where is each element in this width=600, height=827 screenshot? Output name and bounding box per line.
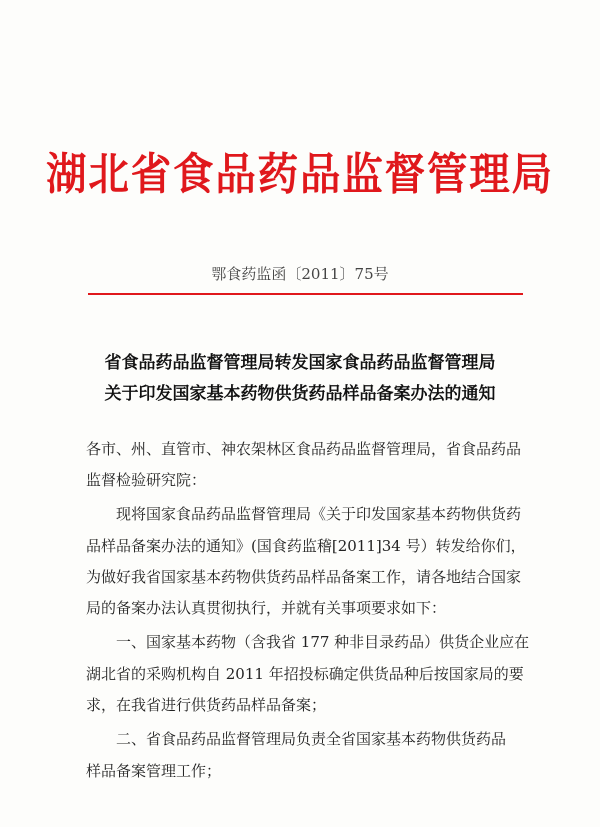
body-line: 局的备案办法认真贯彻执行，并就有关事项要求如下： [86,599,447,617]
body-line: 监督检验研究院： [86,471,207,489]
body-line: 样品备案管理工作； [86,762,222,780]
body-line: 湖北省的采购机构自 2011 年招投标确定供货品种后按国家局的要 [86,665,524,683]
body-line: 各市、州、直管市、神农架林区食品药品监督管理局，省食品药品 [86,440,522,458]
red-divider-line [88,293,523,295]
document-number: 鄂食药监函〔2011〕75号 [211,265,389,283]
body-line: 品样品备案办法的通知》(国食药监稽[2011]34 号）转发给你们， [86,537,526,555]
notice-title-line-2: 关于印发国家基本药物供货药品样品备案办法的通知 [104,384,496,404]
body-line: 一、国家基本药物（含我省 177 种非目录药品）供货企业应在 [86,633,530,651]
body-line: 二、省食品药品监督管理局负责全省国家基本药物供货药品 [86,730,507,748]
body-line: 现将国家食品药品监督管理局《关于印发国家基本药物供货药 [86,505,522,523]
body-line: 为做好我省国家基本药物供货药品样品备案工作，请各地结合国家 [86,568,522,586]
notice-title-line-1: 省食品药品监督管理局转发国家食品药品监督管理局 [104,353,496,373]
agency-letterhead: 湖北省食品药品监督管理局 [46,149,554,200]
body-line: 求，在我省进行供货药品样品备案； [86,696,327,714]
